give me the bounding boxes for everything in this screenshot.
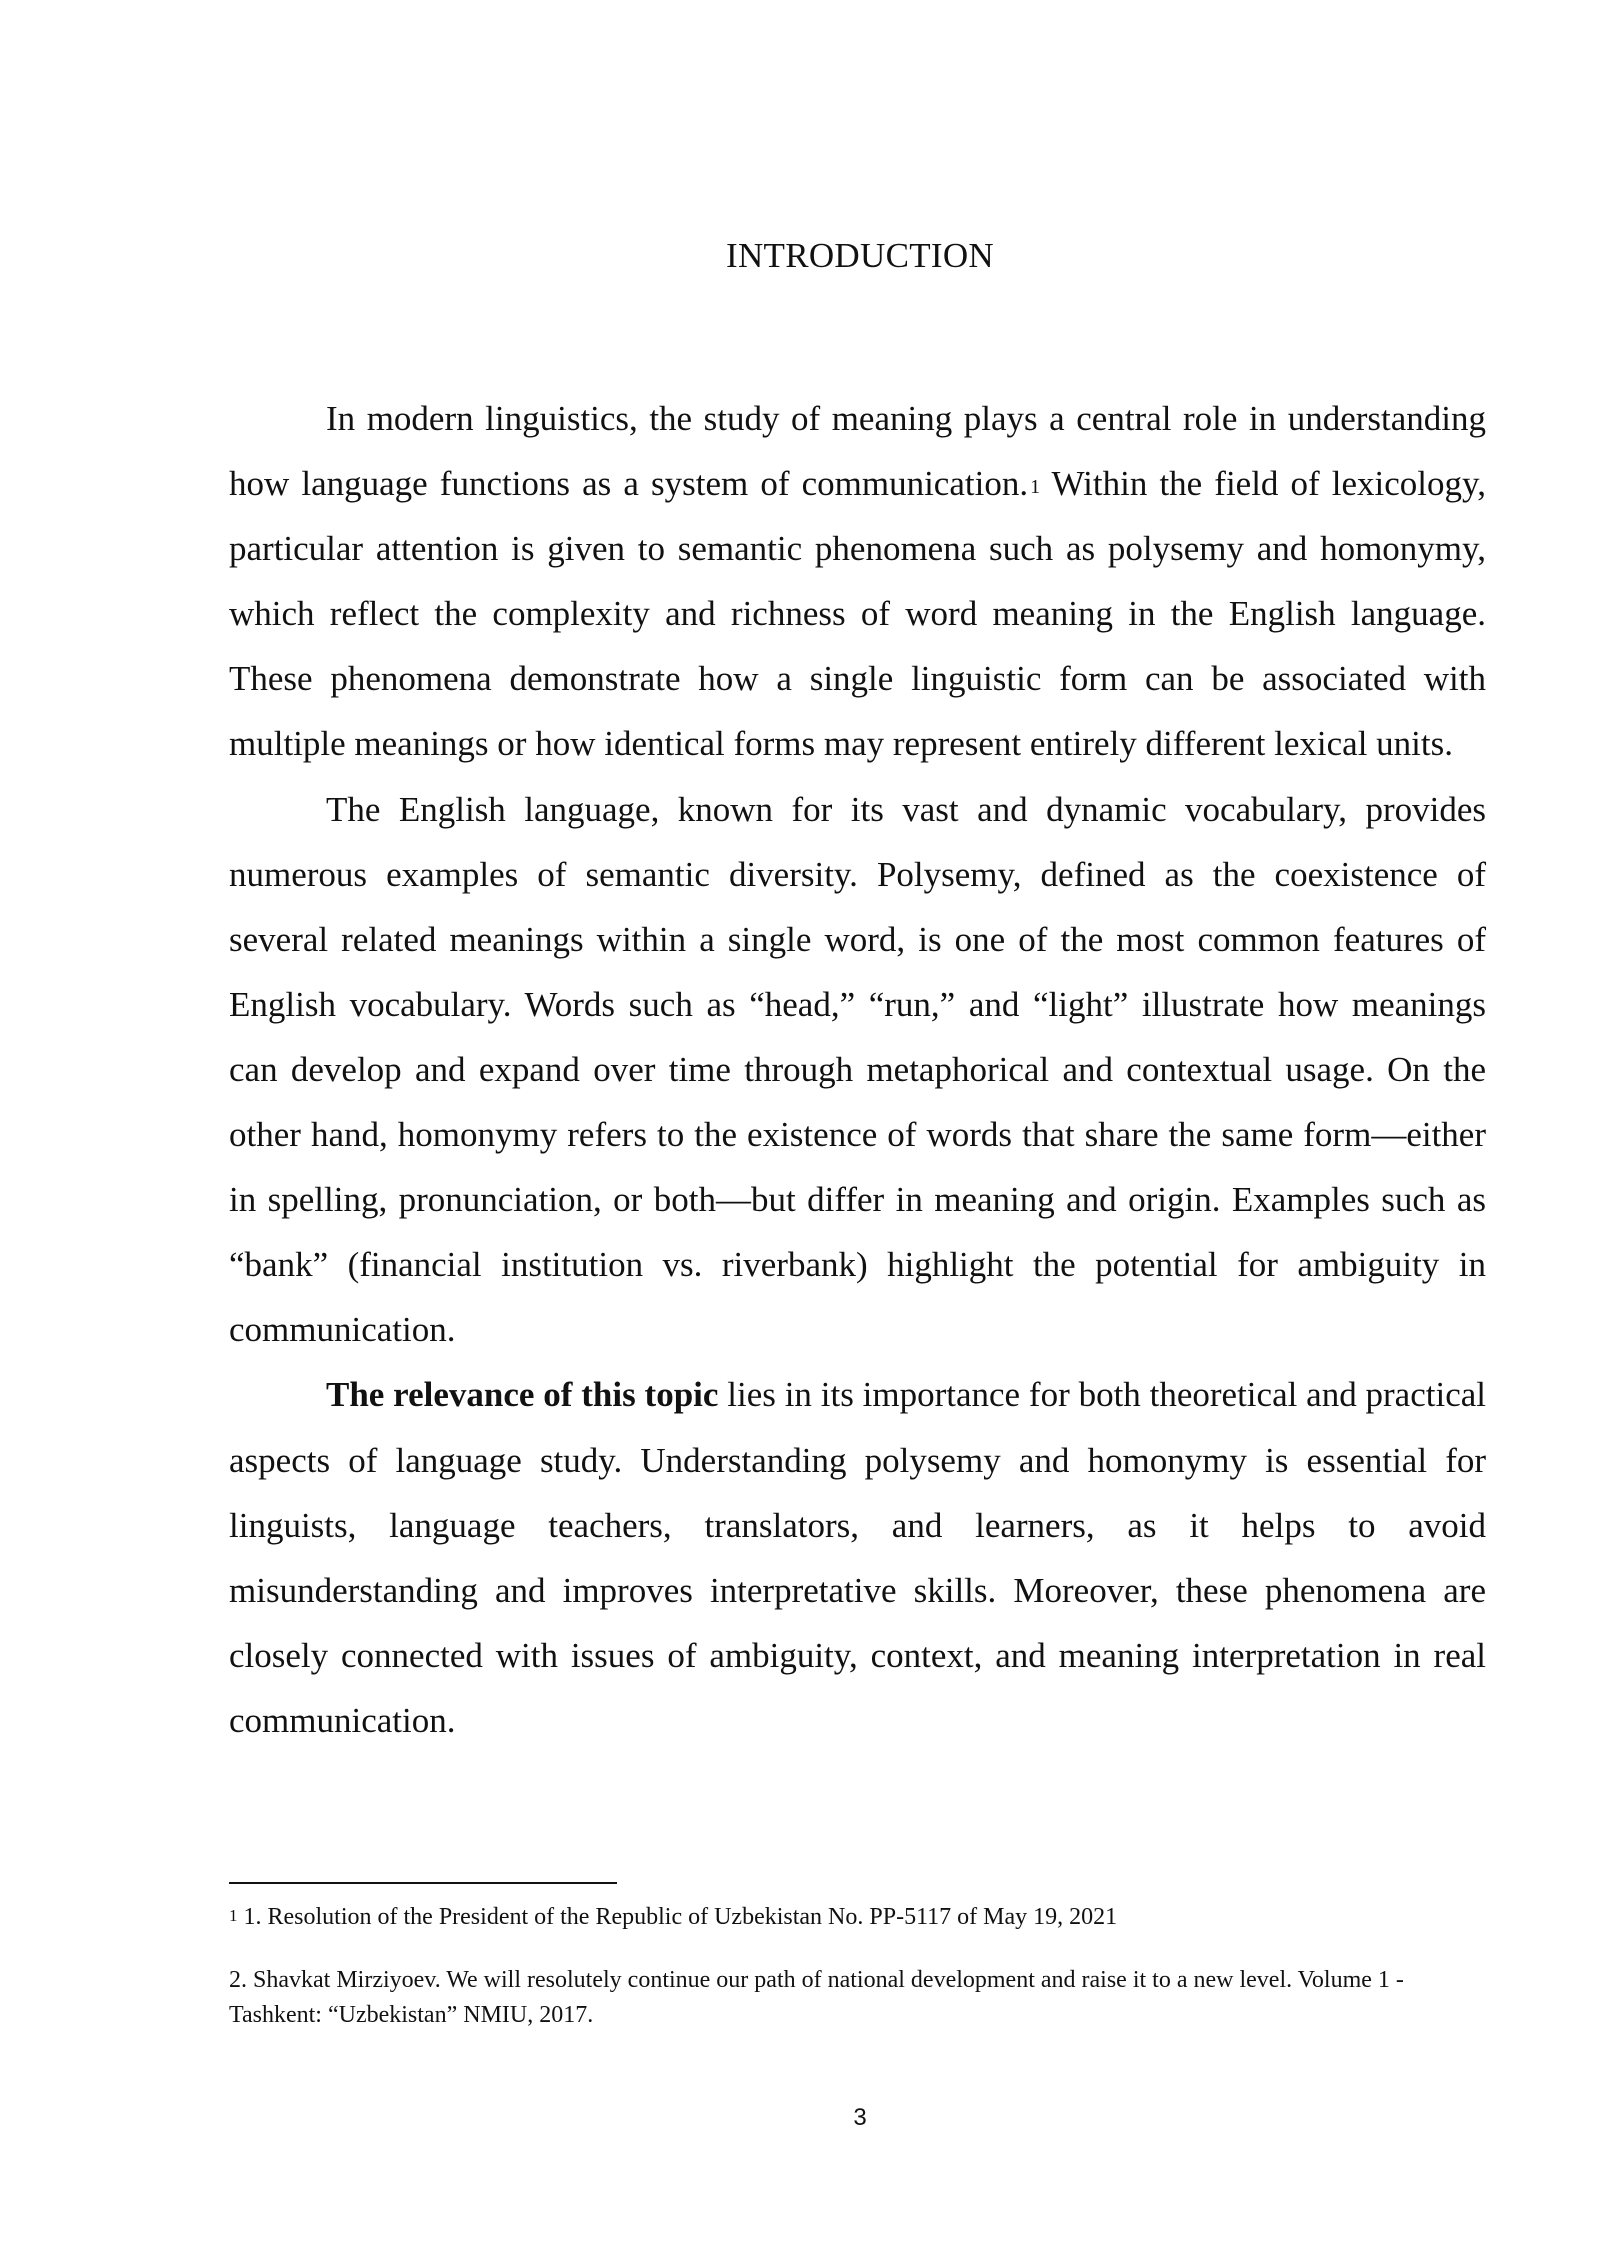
paragraph-3-bold: The relevance of this topic: [326, 1375, 719, 1415]
footnote-2: 2. Shavkat Mirziyoev. We will resolutely continue our path of national development and raise it to a new level. Volume 1 - Tashkent: “Uzbekistan” NMIU, 2017.: [229, 1967, 1404, 2028]
paragraph-1-text-b: Within the field of lexicology, particular attention is given to semantic phenomena such as polysemy and homonymy, which reflect the complexity and richness of word meaning in the English language. These phenomena demonstrate how a single linguistic form can be associated with multiple meanings or how identical forms may represent entirely different lexical units.: [229, 464, 1486, 764]
paragraph-3-text: lies in its importance for both theoretical and practical aspects of language study. Understanding polysemy and homonymy is essential for linguists, language teachers, translators, and learners, as it helps to avoid misunderstanding and improves interpretative skills. Moreover, these phenomena are closely connected with issues of ambiguity, context, and meaning interpretation in real communication.: [229, 1375, 1486, 1740]
footnote-reference: 1: [1030, 476, 1041, 499]
footnotes: [229, 1900, 1486, 2033]
page-number: 3: [853, 2104, 867, 2131]
footnote-marker: 1: [229, 1906, 238, 1925]
paragraph-1-text-a: In modern linguistics, the study of meaning plays a central role in understanding how language functions as a system of communication.: [229, 399, 1486, 504]
page-title: INTRODUCTION: [725, 236, 994, 275]
footnote-1-text: 1. Resolution of the President of the Republic of Uzbekistan No. PP-5117 of May 19, 2021: [243, 1904, 1118, 1930]
paragraph-1: [229, 386, 1486, 777]
footnote-1: [229, 1900, 1486, 1935]
body-text: [229, 386, 1486, 1753]
paragraph-2: The English language, known for its vast and dynamic vocabulary, provides numerous examples of semantic diversity. Polysemy, defined as the coexistence of several related meanings within a single word, is one of the most common features of English vocabulary. Words such as “head,” “run,” and “light” illustrate how meanings can develop and expand over time through metaphorical and contextual usage. On the other hand, homonymy refers to the existence of words that share the same form—either in spelling, pronunciation, or both—but differ in meaning and origin. Examples such as “bank” (financial institution vs. riverbank) highlight the potential for ambiguity in communication.: [229, 789, 1486, 1350]
footnote-separator: [229, 1882, 617, 1884]
paragraph-3: [229, 1362, 1486, 1753]
